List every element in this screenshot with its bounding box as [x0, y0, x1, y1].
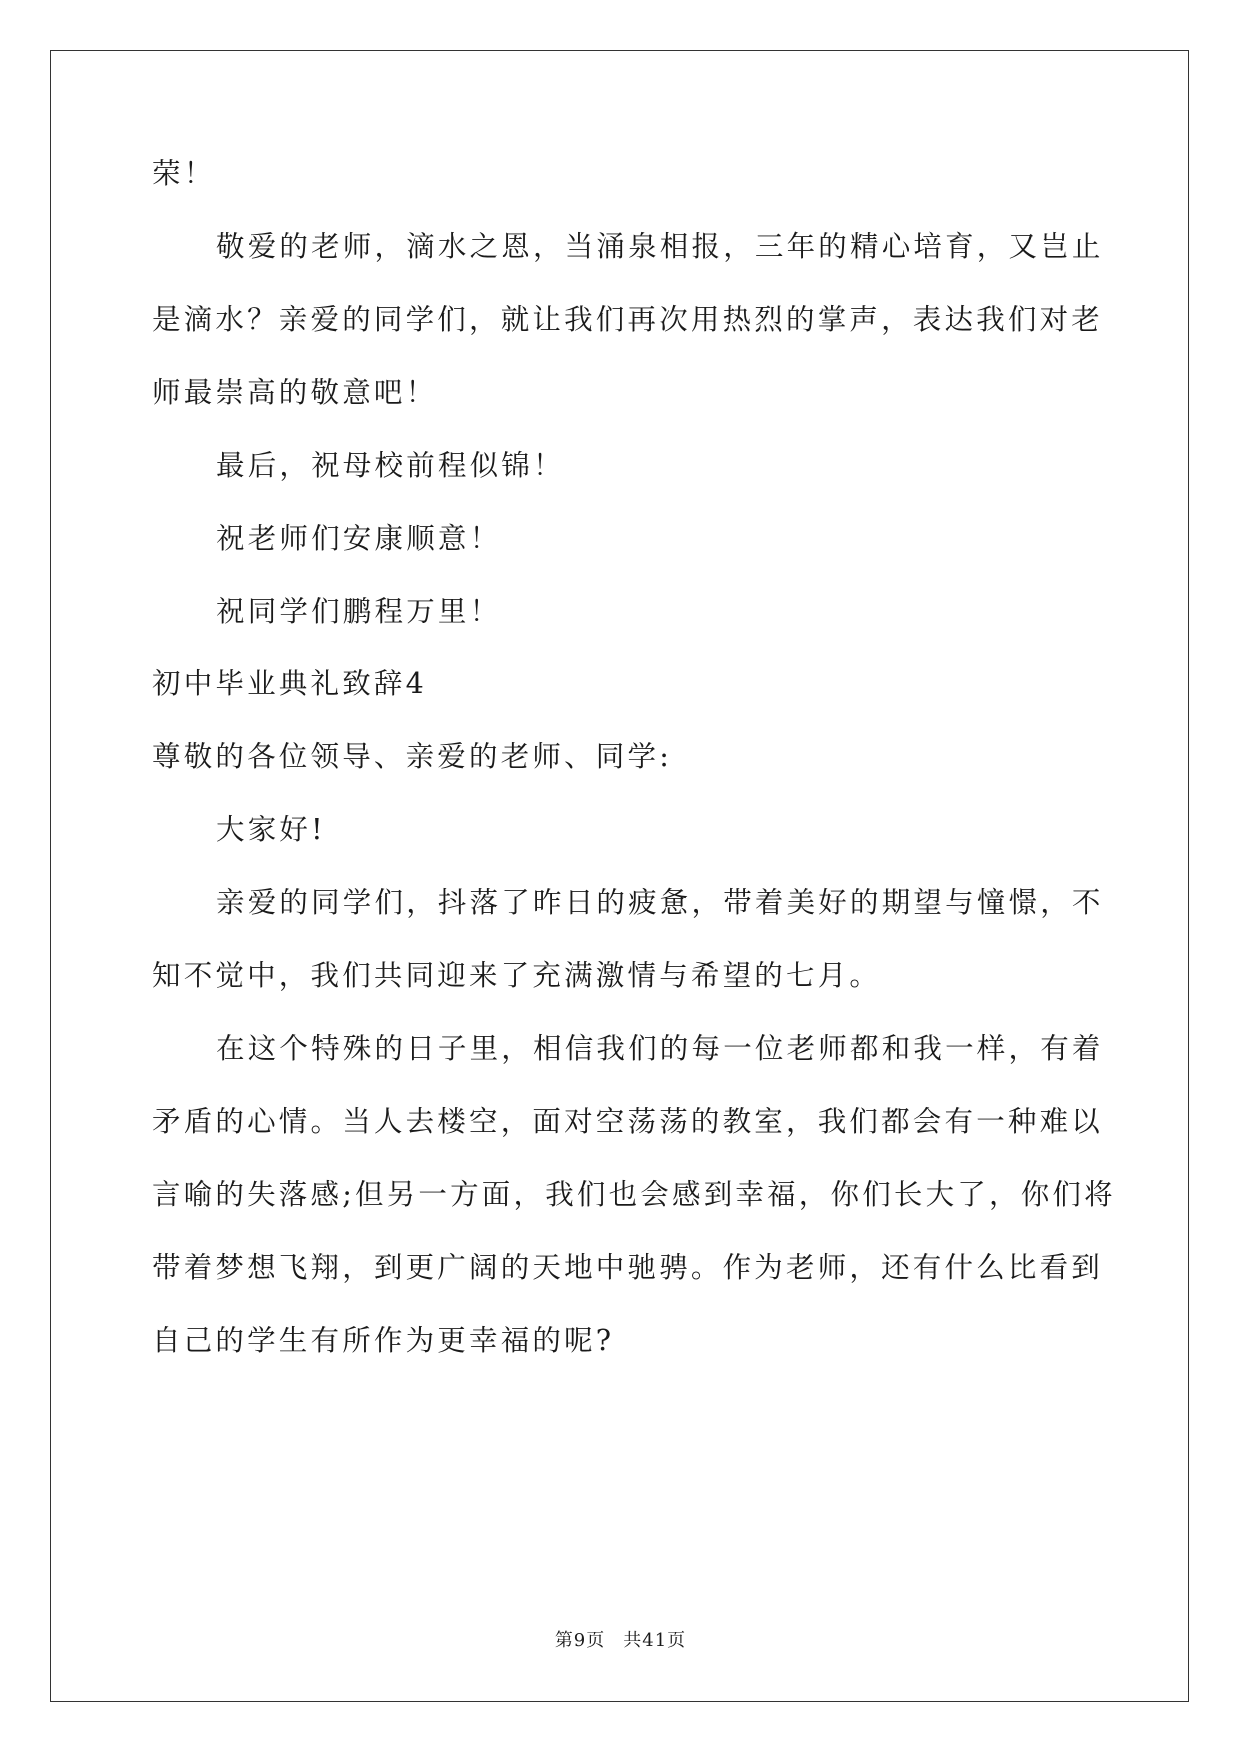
paragraph-line: 在这个特殊的日子里，相信我们的每一位老师都和我一样，有着 [216, 1032, 1104, 1065]
page-frame [50, 50, 1189, 1702]
text-line: 矛盾的心情。当人去楼空，面对空荡荡的教室，我们都会有一种难以 [152, 1105, 1104, 1138]
salutation: 尊敬的各位领导、亲爱的老师、同学: [152, 740, 673, 773]
page-number: 第9页 [554, 1630, 606, 1651]
paragraph-line: 亲爱的同学们，抖落了昨日的疲惫，带着美好的期望与憧憬，不 [216, 886, 1104, 919]
paragraph-line: 敬爱的老师，滴水之恩，当涌泉相报，三年的精心培育，又岂止 [216, 230, 1104, 263]
paragraph-line: 最后，祝母校前程似锦！ [216, 449, 565, 482]
text-line: 带着梦想飞翔，到更广阔的天地中驰骋。作为老师，还有什么比看到 [152, 1251, 1104, 1284]
text-line: 师最崇高的敬意吧！ [152, 376, 438, 409]
text-line: 自己的学生有所作为更幸福的呢? [152, 1324, 615, 1357]
text-line: 荣！ [152, 157, 216, 190]
paragraph-line: 祝同学们鹏程万里！ [216, 595, 502, 628]
page-footer [0, 1626, 1241, 1652]
section-heading: 初中毕业典礼致辞4 [152, 667, 427, 700]
greeting: 大家好! [216, 813, 326, 846]
text-line: 知不觉中，我们共同迎来了充满激情与希望的七月。 [152, 959, 882, 992]
paragraph-line: 祝老师们安康顺意！ [216, 522, 502, 555]
text-line: 是滴水？亲爱的同学们，就让我们再次用热烈的掌声，表达我们对老 [152, 303, 1104, 336]
text-line: 言喻的失落感;但另一方面，我们也会感到幸福，你们长大了，你们将 [152, 1178, 1116, 1211]
page-total: 共41页 [623, 1630, 687, 1651]
